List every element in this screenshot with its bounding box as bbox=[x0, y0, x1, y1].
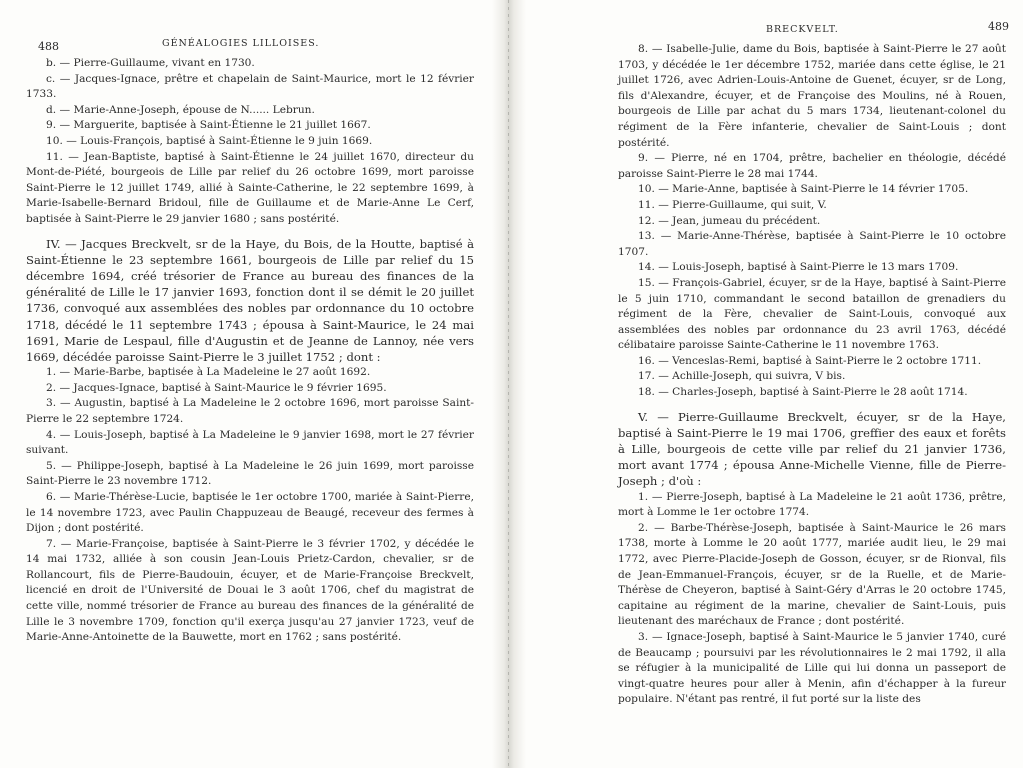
paragraph: 18. — Charles-Joseph, baptisé à Saint-Pierre le 28 août 1714. bbox=[638, 386, 968, 399]
paragraph: 13. — Marie-Anne-Thérèse, baptisée à Saint-Pierre le 10 octobre 1707. bbox=[618, 230, 1006, 258]
paragraph: 11. — Jean-Baptiste, baptisé à Saint-Étienne le 24 juillet 1670, directeur du Mont-de-Piété, bourgeois de Lille par relief du 26 octobre 1699, mort paroisse Saint-Pierre le 12 juillet 1749, allié à Sainte-Catherine, le 22 septembre 1699, à Marie-Isabelle-Bernard Bridoul, fille de Guillaume et de Marie-Anne Le Cerf, baptisée à Saint-Pierre le 29 janvier 1680 ; sans postérité. bbox=[26, 150, 474, 225]
paragraph: 8. — Isabelle-Julie, dame du Bois, baptisée à Saint-Pierre le 27 août 1703, y décédée le 1er décembre 1752, mariée dans cette église, le 21 juillet 1726, avec Adrien-Louis-Antoine de Guenet, écuyer, sr de Long, fils d'Alexandre, écuyer, et de Françoise des Moulins, né à Rouen, bourgeois de Lille par achat du 5 mars 1734, lieutenant-colonel du régiment de la Fère infanterie, chevalier de Saint-Louis ; dont postérité. bbox=[618, 43, 1006, 149]
right-page bbox=[518, 0, 1023, 768]
paragraph: 11. — Pierre-Guillaume, qui suit, V. bbox=[638, 198, 827, 211]
paragraph: 10. — Louis-François, baptisé à Saint-Étienne le 9 juin 1669. bbox=[46, 134, 373, 147]
right-page-text bbox=[618, 42, 1006, 708]
paragraph: d. — Marie-Anne-Joseph, épouse de N...... Lebrun. bbox=[46, 103, 315, 116]
paragraph: 10. — Marie-Anne, baptisée à Saint-Pierre le 14 février 1705. bbox=[638, 183, 969, 196]
left-page-text bbox=[26, 56, 474, 646]
paragraph: 4. — Louis-Joseph, baptisé à La Madeleine le 9 janvier 1698, mort le 27 février suivant. bbox=[26, 428, 474, 457]
paragraph: 7. — Marie-Françoise, baptisée à Saint-Pierre le 3 février 1702, y décédée le 14 mai 1732, alliée à son cousin Jean-Louis Prietz-Cardon, chevalier, sr de Rollancourt, fils de Pierre-Baudouin, écuyer, et de Marie-Françoise Breckvelt, licencié en droit de l'Université de Douai le 3 août 1706, chef du magistrat de cette ville, nommé trésorier de France au bureau des finances de la généralité de Lille le 3 novembre 1709, fonction qu'il exerça jusqu'au 27 janvier 1723, veuf de Marie-Anne-Antoinette de la Bauwette, mort en 1762 ; sans postérité. bbox=[26, 537, 474, 644]
paragraph: 1. — Pierre-Joseph, baptisé à La Madeleine le 21 août 1736, prêtre, mort à Lomme le 1er octobre 1774. bbox=[618, 490, 1006, 519]
paragraph: c. — Jacques-Ignace, prêtre et chapelain de Saint-Maurice, mort le 12 février 1733. bbox=[26, 72, 474, 101]
paragraph: 1. — Marie-Barbe, baptisée à La Madeleine le 27 août 1692. bbox=[46, 366, 371, 379]
paragraph: 16. — Venceslas-Remi, baptisé à Saint-Pierre le 2 octobre 1711. bbox=[638, 354, 982, 367]
paragraph: 3. — Ignace-Joseph, baptisé à Saint-Maurice le 5 janvier 1740, curé de Beaucamp ; poursuivi par les révolutionnaires le 2 mai 1792, il alla se réfugier à la municipalité de Lille qui lui donna un passeport de vingt-quatre heures pour aller à Menin, afin d'échapper à la fureur populaire. N'étant pas rentré, il fut porté sur la liste des bbox=[618, 631, 1006, 706]
paragraph: 3. — Augustin, baptisé à La Madeleine le 2 octobre 1696, mort paroisse Saint-Pierre le 22 septembre 1724. bbox=[26, 397, 474, 425]
left-page-number: 488 bbox=[38, 40, 59, 53]
paragraph: 14. — Louis-Joseph, baptisé à Saint-Pierre le 13 mars 1709. bbox=[638, 261, 959, 274]
paragraph: 9. — Marguerite, baptisée à Saint-Étienne le 21 juillet 1667. bbox=[46, 119, 371, 132]
left-page bbox=[0, 0, 500, 768]
paragraph: 17. — Achille-Joseph, qui suivra, V bis. bbox=[638, 370, 846, 383]
generation-heading-v: V. — Pierre-Guillaume Breckvelt, écuyer, sr de la Haye, baptisé à Saint-Pierre le 19 mai 1706, greffier des eaux et forêts à Lille, bourgeois de cette ville par relief du 21 janvier 1736, mort avant 1774 ; épousa Anne-Michelle Vienne, fille de Pierre-Joseph ; d'où : bbox=[618, 409, 1006, 489]
generation-heading-iv: IV. — Jacques Breckvelt, sr de la Haye, du Bois, de la Houtte, baptisé à Saint-Étienne le 23 septembre 1661, bourgeois de Lille par relief du 15 décembre 1694, créé trésorier de France au bureau des finances de la généralité de Lille le 17 janvier 1693, fonction dont il se démit le 20 juillet 1736, convoqué aux assemblées des nobles par ordonnance du 10 octobre 1718, décédé le 11 septembre 1743 ; épousa à Saint-Maurice, le 24 mai 1691, Marie de Lespaul, fille d'Augustin et de Jeanne de Lannoy, née vers 1669, décédée paroisse Saint-Pierre le 3 juillet 1752 ; dont : bbox=[26, 236, 474, 364]
paragraph: 2. — Jacques-Ignace, baptisé à Saint-Maurice le 9 février 1695. bbox=[46, 381, 387, 394]
paragraph: 12. — Jean, jumeau du précédent. bbox=[638, 214, 821, 227]
paragraph: 2. — Barbe-Thérèse-Joseph, baptisée à Saint-Maurice le 26 mars 1738, morte à Lomme le 20 août 1777, mariée audit lieu, le 29 mai 1772, avec Pierre-Placide-Joseph de Gosson, écuyer, sr de Rionval, fils de Jean-Emmanuel-François, écuyer, sr de la Ruelle, et de Marie-Thérèse de Cheyeron, baptisé à Saint-Géry d'Arras le 20 octobre 1745, capitaine au régiment de la marine, chevalier de Saint-Louis, puis lieutenant des maréchaux de France ; dont postérité. bbox=[618, 521, 1006, 628]
paragraph: 9. — Pierre, né en 1704, prêtre, bachelier en théologie, décédé paroisse Saint-Pierre le 28 mai 1744. bbox=[618, 152, 1006, 180]
right-running-head: BRECKVELT. bbox=[766, 24, 839, 35]
paragraph: 15. — François-Gabriel, écuyer, sr de la Haye, baptisé à Saint-Pierre le 5 juin 1710, commandant le second bataillon de grenadiers du régiment de la Fère, chevalier de Saint-Louis, convoqué aux assemblées des nobles par ordonnance du 23 avril 1763, décédé célibataire paroisse Sainte-Catherine le 11 novembre 1763. bbox=[618, 276, 1006, 352]
left-running-head: GÉNÉALOGIES LILLOISES. bbox=[162, 38, 320, 49]
paragraph: b. — Pierre-Guillaume, vivant en 1730. bbox=[46, 57, 255, 69]
paragraph: 6. — Marie-Thérèse-Lucie, baptisée le 1er octobre 1700, mariée à Saint-Pierre, le 14 novembre 1723, avec Paulin Chappuzeau de Beaugé, receveur des fermes à Dijon ; dont postérité. bbox=[26, 490, 474, 535]
paragraph: 5. — Philippe-Joseph, baptisé à La Madeleine le 26 juin 1699, mort paroisse Saint-Pierre le 23 novembre 1712. bbox=[26, 459, 474, 488]
right-page-number: 489 bbox=[988, 20, 1009, 33]
